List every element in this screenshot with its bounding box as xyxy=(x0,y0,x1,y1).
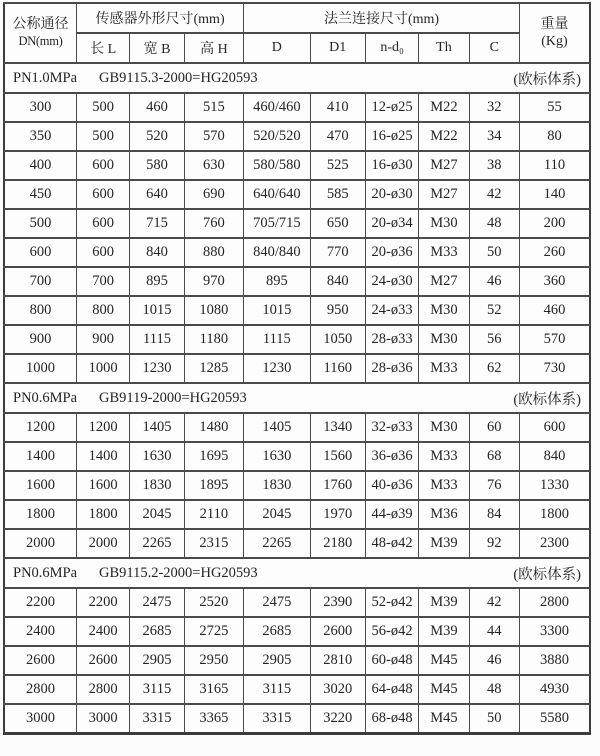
table-cell: 840 xyxy=(519,442,590,471)
table-cell: 32 xyxy=(469,93,519,122)
table-cell: 2000 xyxy=(76,529,129,558)
table-row xyxy=(4,180,590,209)
table-cell: 460/460 xyxy=(244,93,310,122)
table-row xyxy=(4,296,590,325)
table-cell: 2265 xyxy=(244,529,310,558)
table-cell: 600 xyxy=(4,238,76,267)
table-cell: 52-ø42 xyxy=(365,588,418,617)
table-cell: 630 xyxy=(184,151,243,180)
pressure-rating-label: PN0.6MPa xyxy=(13,389,78,406)
table-cell: 1800 xyxy=(76,500,129,529)
weight-label: 重量 xyxy=(540,16,569,32)
table-cell: 92 xyxy=(469,529,519,558)
table-cell: 640/640 xyxy=(244,180,310,209)
table-cell: 3880 xyxy=(519,646,590,675)
table-cell: 520/520 xyxy=(244,122,310,151)
table-cell: 20-ø30 xyxy=(365,180,418,209)
table-cell: 600 xyxy=(76,180,129,209)
table-cell: 60-ø48 xyxy=(365,646,418,675)
table-cell: M33 xyxy=(419,442,469,471)
table-cell: 880 xyxy=(184,238,243,267)
table-cell: 500 xyxy=(4,209,76,238)
table-cell: 2600 xyxy=(310,617,365,646)
table-cell: M27 xyxy=(419,151,469,180)
table-row xyxy=(4,617,590,646)
table-cell: 2300 xyxy=(519,529,590,558)
header-row-groups xyxy=(4,3,590,33)
table-cell: M39 xyxy=(419,529,469,558)
table-row xyxy=(4,675,590,704)
table-cell: 1800 xyxy=(519,500,590,529)
table-cell: 650 xyxy=(310,209,365,238)
table-cell: 525 xyxy=(310,151,365,180)
table-cell: 28-ø33 xyxy=(365,325,418,354)
table-cell: 2520 xyxy=(184,588,243,617)
table-cell: 2000 xyxy=(4,529,76,558)
table-cell: 48 xyxy=(469,209,519,238)
table-cell: 62 xyxy=(469,354,519,383)
column-header-height: 高 H xyxy=(184,33,243,63)
table-row xyxy=(4,93,590,122)
table-cell: 2400 xyxy=(4,617,76,646)
table-row xyxy=(4,354,590,383)
table-cell: 1340 xyxy=(310,413,365,442)
table-cell: 1600 xyxy=(4,471,76,500)
table-cell: 1830 xyxy=(244,471,310,500)
table-cell: 580 xyxy=(130,151,184,180)
table-cell: 3115 xyxy=(244,675,310,704)
table-cell: 34 xyxy=(469,122,519,151)
table-cell: 970 xyxy=(184,267,243,296)
table-row xyxy=(4,238,590,267)
table-cell: 2475 xyxy=(130,588,184,617)
table-cell: 1000 xyxy=(76,354,129,383)
table-cell: 56 xyxy=(469,325,519,354)
table-cell: 55 xyxy=(519,93,590,122)
table-cell: 28-ø36 xyxy=(365,354,418,383)
table-cell: 80 xyxy=(519,122,590,151)
table-cell: 450 xyxy=(4,180,76,209)
table-cell: 50 xyxy=(469,238,519,267)
table-cell: 895 xyxy=(130,267,184,296)
table-cell: 2200 xyxy=(4,588,76,617)
table-cell: 24-ø30 xyxy=(365,267,418,296)
table-cell: 48 xyxy=(469,675,519,704)
table-cell: 3000 xyxy=(4,704,76,734)
table-cell: 1400 xyxy=(76,442,129,471)
table-cell: M39 xyxy=(419,617,469,646)
table-cell: 2390 xyxy=(310,588,365,617)
table-cell: 2905 xyxy=(130,646,184,675)
column-group-sensor-dimensions: 传感器外形尺寸(mm) xyxy=(76,3,243,33)
column-header-length: 长 L xyxy=(76,33,129,63)
table-cell: M45 xyxy=(419,675,469,704)
table-cell: 300 xyxy=(4,93,76,122)
table-cell: 42 xyxy=(469,588,519,617)
table-row xyxy=(4,267,590,296)
column-header-width: 宽 B xyxy=(130,33,184,63)
table-cell: M39 xyxy=(419,588,469,617)
table-cell: 690 xyxy=(184,180,243,209)
table-cell: 2045 xyxy=(244,500,310,529)
table-cell: M33 xyxy=(419,238,469,267)
table-cell: 1895 xyxy=(184,471,243,500)
table-cell: 76 xyxy=(469,471,519,500)
table-cell: 360 xyxy=(519,267,590,296)
column-header-dn xyxy=(4,3,76,63)
table-cell: 520 xyxy=(130,122,184,151)
table-cell: 2685 xyxy=(130,617,184,646)
table-cell: 46 xyxy=(469,646,519,675)
table-cell: 800 xyxy=(4,296,76,325)
system-note-label: (欧标体系) xyxy=(513,566,581,583)
table-cell: 38 xyxy=(469,151,519,180)
table-cell: 1830 xyxy=(130,471,184,500)
table-cell: 1015 xyxy=(130,296,184,325)
table-cell: 600 xyxy=(519,413,590,442)
column-group-flange-dimensions: 法兰连接尺寸(mm) xyxy=(244,3,520,33)
table-cell: 2800 xyxy=(519,588,590,617)
table-cell: 46 xyxy=(469,267,519,296)
table-cell: M30 xyxy=(419,413,469,442)
table-cell: 48-ø42 xyxy=(365,529,418,558)
table-cell: 16-ø25 xyxy=(365,122,418,151)
table-cell: 1160 xyxy=(310,354,365,383)
weight-unit-label: (Kg) xyxy=(541,34,568,49)
table-row xyxy=(4,500,590,529)
table-cell: 1560 xyxy=(310,442,365,471)
section-row xyxy=(4,63,590,93)
column-header-weight xyxy=(519,3,590,63)
table-cell: 2110 xyxy=(184,500,243,529)
system-note-label: (欧标体系) xyxy=(513,71,581,88)
table-cell: 200 xyxy=(519,209,590,238)
table-cell: 1080 xyxy=(184,296,243,325)
table-cell: 44 xyxy=(469,617,519,646)
column-header-d: D xyxy=(244,33,310,63)
table-cell: 1115 xyxy=(244,325,310,354)
table-cell: 5580 xyxy=(519,704,590,734)
table-cell: 2180 xyxy=(310,529,365,558)
table-cell: 600 xyxy=(76,151,129,180)
dn-unit-label: DN(mm) xyxy=(18,33,63,48)
table-cell: 2950 xyxy=(184,646,243,675)
table-cell: 32-ø33 xyxy=(365,413,418,442)
table-cell: 470 xyxy=(310,122,365,151)
table-cell: 36-ø36 xyxy=(365,442,418,471)
table-cell: 52 xyxy=(469,296,519,325)
table-cell: 40-ø36 xyxy=(365,471,418,500)
table-cell: 705/715 xyxy=(244,209,310,238)
table-cell: 715 xyxy=(130,209,184,238)
table-cell: 950 xyxy=(310,296,365,325)
table-cell: 20-ø36 xyxy=(365,238,418,267)
table-cell: 1800 xyxy=(4,500,76,529)
table-cell: 1230 xyxy=(130,354,184,383)
table-cell: 50 xyxy=(469,704,519,734)
table-cell: 600 xyxy=(76,209,129,238)
table-cell: 2045 xyxy=(130,500,184,529)
table-cell: 585 xyxy=(310,180,365,209)
table-cell: 3020 xyxy=(310,675,365,704)
column-header-th: Th xyxy=(419,33,469,63)
table-cell: M30 xyxy=(419,209,469,238)
table-cell: 2265 xyxy=(130,529,184,558)
column-header-d1: D1 xyxy=(310,33,365,63)
table-cell: 3365 xyxy=(184,704,243,734)
table-cell: 24-ø33 xyxy=(365,296,418,325)
table-cell: 900 xyxy=(76,325,129,354)
dimension-spec-table xyxy=(3,2,591,735)
table-body xyxy=(4,63,590,734)
table-cell: M30 xyxy=(419,325,469,354)
table-cell: 400 xyxy=(4,151,76,180)
table-cell: 1180 xyxy=(184,325,243,354)
table-cell: 3115 xyxy=(130,675,184,704)
table-cell: 1480 xyxy=(184,413,243,442)
table-cell: 140 xyxy=(519,180,590,209)
table-cell: 640 xyxy=(130,180,184,209)
table-cell: M27 xyxy=(419,267,469,296)
table-cell: 84 xyxy=(469,500,519,529)
table-cell: M33 xyxy=(419,471,469,500)
table-cell: M22 xyxy=(419,93,469,122)
table-cell: 840/840 xyxy=(244,238,310,267)
table-cell: 1695 xyxy=(184,442,243,471)
table-cell: 3300 xyxy=(519,617,590,646)
table-header xyxy=(4,3,590,63)
table-cell: 1760 xyxy=(310,471,365,500)
table-cell: 2800 xyxy=(76,675,129,704)
table-row xyxy=(4,151,590,180)
table-cell: 700 xyxy=(4,267,76,296)
system-note-label: (欧标体系) xyxy=(513,391,581,408)
table-cell: 760 xyxy=(184,209,243,238)
table-cell: 600 xyxy=(76,238,129,267)
table-cell: 1400 xyxy=(4,442,76,471)
table-row xyxy=(4,122,590,151)
table-row xyxy=(4,471,590,500)
table-cell: 2725 xyxy=(184,617,243,646)
table-cell: 3315 xyxy=(130,704,184,734)
table-cell: 570 xyxy=(519,325,590,354)
column-header-c: C xyxy=(469,33,519,63)
table-cell: M45 xyxy=(419,704,469,734)
table-row xyxy=(4,588,590,617)
table-cell: 64-ø48 xyxy=(365,675,418,704)
table-cell: 410 xyxy=(310,93,365,122)
table-cell: 500 xyxy=(76,122,129,151)
header-row-subcolumns xyxy=(4,33,590,63)
table-cell: 60 xyxy=(469,413,519,442)
table-cell: 1200 xyxy=(76,413,129,442)
table-cell: 20-ø34 xyxy=(365,209,418,238)
table-cell: 1200 xyxy=(4,413,76,442)
pressure-rating-label: PN0.6MPa xyxy=(13,564,78,581)
standard-code-label: GB9115.3-2000=HG20593 xyxy=(99,69,258,86)
table-row xyxy=(4,646,590,675)
table-cell: 1015 xyxy=(244,296,310,325)
table-cell: 500 xyxy=(76,93,129,122)
table-cell: M27 xyxy=(419,180,469,209)
table-cell: 110 xyxy=(519,151,590,180)
standard-code-label: GB9119-2000=HG20593 xyxy=(99,389,247,406)
standard-code-label: GB9115.2-2000=HG20593 xyxy=(99,564,258,581)
pressure-rating-label: PN1.0MPa xyxy=(13,69,78,86)
table-cell: 1600 xyxy=(76,471,129,500)
table-cell: 1630 xyxy=(244,442,310,471)
table-cell: 44-ø39 xyxy=(365,500,418,529)
table-cell: M45 xyxy=(419,646,469,675)
table-cell: 1285 xyxy=(184,354,243,383)
table-cell: 2810 xyxy=(310,646,365,675)
table-cell: M30 xyxy=(419,296,469,325)
table-cell: 3315 xyxy=(244,704,310,734)
table-cell: 460 xyxy=(130,93,184,122)
table-cell: 350 xyxy=(4,122,76,151)
table-cell: 56-ø42 xyxy=(365,617,418,646)
table-row xyxy=(4,209,590,238)
table-cell: 770 xyxy=(310,238,365,267)
table-cell: 1405 xyxy=(130,413,184,442)
table-cell: 1115 xyxy=(130,325,184,354)
table-row xyxy=(4,529,590,558)
table-cell: 3165 xyxy=(184,675,243,704)
section-row xyxy=(4,383,590,413)
table-cell: 3220 xyxy=(310,704,365,734)
table-cell: 2400 xyxy=(76,617,129,646)
table-cell: 1970 xyxy=(310,500,365,529)
table-cell: 260 xyxy=(519,238,590,267)
table-cell: 2315 xyxy=(184,529,243,558)
table-cell: M22 xyxy=(419,122,469,151)
table-cell: 2200 xyxy=(76,588,129,617)
table-cell: 2600 xyxy=(4,646,76,675)
table-row xyxy=(4,413,590,442)
table-cell: 515 xyxy=(184,93,243,122)
table-cell: 2800 xyxy=(4,675,76,704)
table-cell: 800 xyxy=(76,296,129,325)
table-cell: 700 xyxy=(76,267,129,296)
table-cell: M36 xyxy=(419,500,469,529)
table-cell: 1230 xyxy=(244,354,310,383)
table-cell: 1330 xyxy=(519,471,590,500)
table-cell: 2475 xyxy=(244,588,310,617)
table-row xyxy=(4,442,590,471)
table-cell: 1405 xyxy=(244,413,310,442)
table-row xyxy=(4,325,590,354)
table-cell: 68-ø48 xyxy=(365,704,418,734)
column-header-n-d0: n-d₀ xyxy=(365,33,418,63)
table-cell: M33 xyxy=(419,354,469,383)
table-cell: 3000 xyxy=(76,704,129,734)
table-cell: 1630 xyxy=(130,442,184,471)
table-cell: 42 xyxy=(469,180,519,209)
table-cell: 2905 xyxy=(244,646,310,675)
dn-label: 公称通径 xyxy=(12,17,69,33)
table-cell: 580/580 xyxy=(244,151,310,180)
table-cell: 1000 xyxy=(4,354,76,383)
section-row xyxy=(4,558,590,588)
table-cell: 12-ø25 xyxy=(365,93,418,122)
table-cell: 460 xyxy=(519,296,590,325)
table-cell: 840 xyxy=(130,238,184,267)
table-cell: 840 xyxy=(310,267,365,296)
table-cell: 2685 xyxy=(244,617,310,646)
table-cell: 16-ø30 xyxy=(365,151,418,180)
table-cell: 1050 xyxy=(310,325,365,354)
table-cell: 68 xyxy=(469,442,519,471)
table-cell: 730 xyxy=(519,354,590,383)
table-cell: 4930 xyxy=(519,675,590,704)
table-cell: 900 xyxy=(4,325,76,354)
table-cell: 895 xyxy=(244,267,310,296)
table-cell: 2600 xyxy=(76,646,129,675)
table-row xyxy=(4,704,590,734)
table-cell: 570 xyxy=(184,122,243,151)
